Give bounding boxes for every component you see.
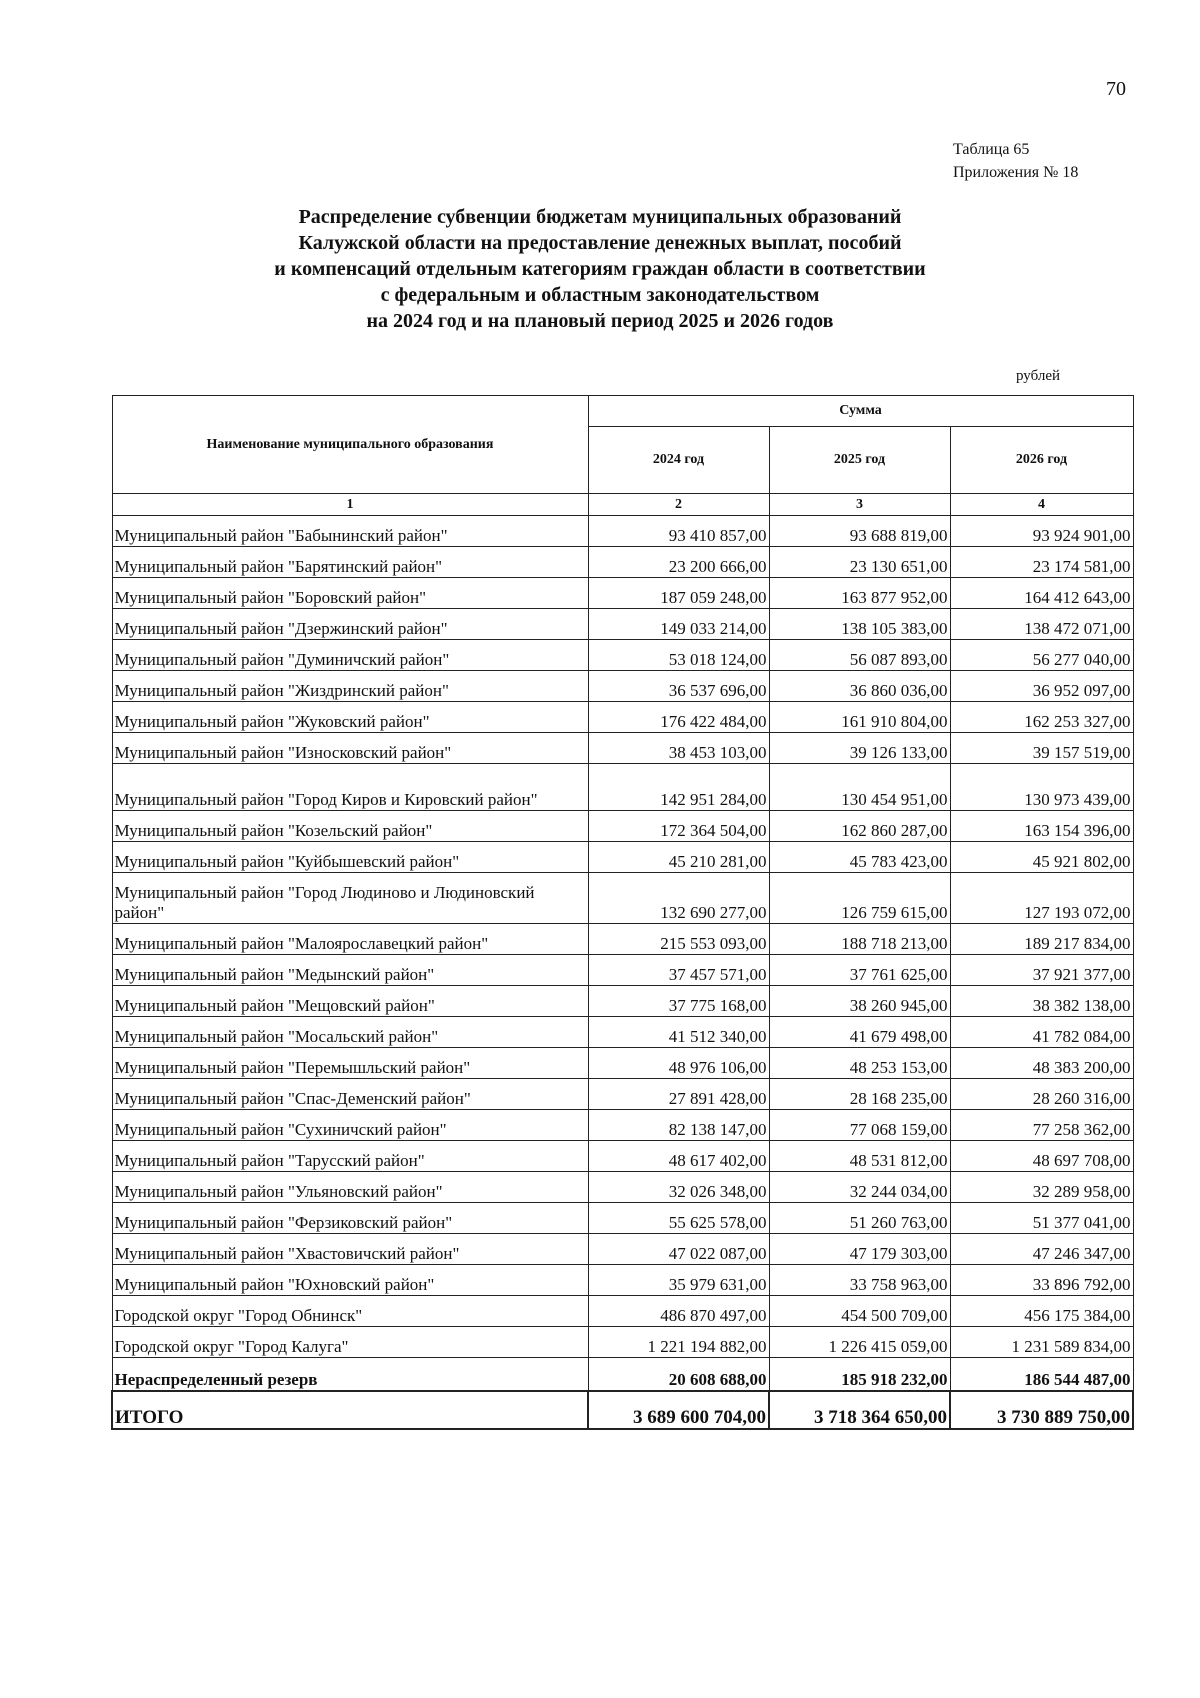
value-2026: 138 472 071,00 bbox=[950, 609, 1133, 640]
value-2025: 38 260 945,00 bbox=[769, 986, 950, 1017]
value-2024: 38 453 103,00 bbox=[588, 733, 769, 764]
reserve-row bbox=[112, 1358, 1133, 1392]
value-2026: 162 253 327,00 bbox=[950, 702, 1133, 733]
value-2025: 188 718 213,00 bbox=[769, 924, 950, 955]
reserve-name: Нераспределенный резерв bbox=[112, 1358, 588, 1392]
table-row bbox=[112, 1296, 1133, 1327]
subsidy-distribution-table bbox=[111, 395, 1134, 1430]
table-row bbox=[112, 842, 1133, 873]
table-row bbox=[112, 547, 1133, 578]
reserve-value-2024: 20 608 688,00 bbox=[588, 1358, 769, 1392]
value-2026: 163 154 396,00 bbox=[950, 811, 1133, 842]
value-2026: 189 217 834,00 bbox=[950, 924, 1133, 955]
value-2026: 51 377 041,00 bbox=[950, 1203, 1133, 1234]
value-2026: 48 383 200,00 bbox=[950, 1048, 1133, 1079]
value-2025: 163 877 952,00 bbox=[769, 578, 950, 609]
reserve-value-2026: 186 544 487,00 bbox=[950, 1358, 1133, 1392]
table-row bbox=[112, 764, 1133, 811]
value-2024: 27 891 428,00 bbox=[588, 1079, 769, 1110]
municipality-name: Муниципальный район "Боровский район" bbox=[112, 578, 588, 609]
value-2024: 486 870 497,00 bbox=[588, 1296, 769, 1327]
value-2025: 37 761 625,00 bbox=[769, 955, 950, 986]
value-2026: 45 921 802,00 bbox=[950, 842, 1133, 873]
municipality-name: Муниципальный район "Козельский район" bbox=[112, 811, 588, 842]
municipality-name: Муниципальный район "Износковский район" bbox=[112, 733, 588, 764]
value-2024: 37 457 571,00 bbox=[588, 955, 769, 986]
table-row bbox=[112, 1079, 1133, 1110]
value-2026: 28 260 316,00 bbox=[950, 1079, 1133, 1110]
value-2026: 1 231 589 834,00 bbox=[950, 1327, 1133, 1358]
value-2024: 35 979 631,00 bbox=[588, 1265, 769, 1296]
value-2026: 36 952 097,00 bbox=[950, 671, 1133, 702]
value-2024: 149 033 214,00 bbox=[588, 609, 769, 640]
value-2024: 53 018 124,00 bbox=[588, 640, 769, 671]
value-2025: 47 179 303,00 bbox=[769, 1234, 950, 1265]
value-2024: 93 410 857,00 bbox=[588, 516, 769, 547]
value-2025: 23 130 651,00 bbox=[769, 547, 950, 578]
total-value-2026: 3 730 889 750,00 bbox=[950, 1391, 1133, 1429]
municipality-name: Муниципальный район "Хвастовичский район" bbox=[112, 1234, 588, 1265]
value-2024: 55 625 578,00 bbox=[588, 1203, 769, 1234]
value-2024: 1 221 194 882,00 bbox=[588, 1327, 769, 1358]
value-2026: 127 193 072,00 bbox=[950, 873, 1133, 924]
table-row bbox=[112, 1265, 1133, 1296]
value-2025: 126 759 615,00 bbox=[769, 873, 950, 924]
value-2026: 130 973 439,00 bbox=[950, 764, 1133, 811]
title-line: Распределение субвенции бюджетам муниципальных образований bbox=[298, 206, 902, 228]
reserve-value-2025: 185 918 232,00 bbox=[769, 1358, 950, 1392]
value-2026: 32 289 958,00 bbox=[950, 1172, 1133, 1203]
municipality-name: Муниципальный район "Бабынинский район" bbox=[112, 516, 588, 547]
value-2025: 48 253 153,00 bbox=[769, 1048, 950, 1079]
table-row bbox=[112, 986, 1133, 1017]
page-number: 70 bbox=[1106, 78, 1126, 100]
value-2025: 161 910 804,00 bbox=[769, 702, 950, 733]
title-line: с федеральным и областным законодательством bbox=[380, 284, 820, 306]
municipality-name: Муниципальный район "Перемышльский район" bbox=[112, 1048, 588, 1079]
municipality-name: Муниципальный район "Жиздринский район" bbox=[112, 671, 588, 702]
table-row bbox=[112, 955, 1133, 986]
table-row bbox=[112, 516, 1133, 547]
table-row bbox=[112, 1110, 1133, 1141]
municipality-name: Городской округ "Город Обнинск" bbox=[112, 1296, 588, 1327]
value-2025: 1 226 415 059,00 bbox=[769, 1327, 950, 1358]
value-2026: 23 174 581,00 bbox=[950, 547, 1133, 578]
value-2025: 28 168 235,00 bbox=[769, 1079, 950, 1110]
table-reference bbox=[953, 138, 1078, 184]
value-2024: 82 138 147,00 bbox=[588, 1110, 769, 1141]
table-row bbox=[112, 924, 1133, 955]
table-row bbox=[112, 609, 1133, 640]
value-2026: 56 277 040,00 bbox=[950, 640, 1133, 671]
value-2026: 456 175 384,00 bbox=[950, 1296, 1133, 1327]
value-2025: 93 688 819,00 bbox=[769, 516, 950, 547]
value-2024: 48 976 106,00 bbox=[588, 1048, 769, 1079]
table-body bbox=[112, 516, 1133, 1358]
value-2025: 51 260 763,00 bbox=[769, 1203, 950, 1234]
column-number: 2 bbox=[588, 494, 769, 516]
value-2024: 172 364 504,00 bbox=[588, 811, 769, 842]
header-year-2024: 2024 год bbox=[588, 427, 769, 494]
municipality-name: Муниципальный район "Спас-Деменский район" bbox=[112, 1079, 588, 1110]
value-2026: 93 924 901,00 bbox=[950, 516, 1133, 547]
value-2024: 47 022 087,00 bbox=[588, 1234, 769, 1265]
value-2024: 23 200 666,00 bbox=[588, 547, 769, 578]
total-value-2025: 3 718 364 650,00 bbox=[769, 1391, 950, 1429]
title-line: на 2024 год и на плановый период 2025 и 2026 годов bbox=[366, 310, 834, 332]
value-2024: 37 775 168,00 bbox=[588, 986, 769, 1017]
column-number: 1 bbox=[112, 494, 588, 516]
header-sum-group: Сумма bbox=[588, 396, 1133, 427]
total-name: ИТОГО bbox=[112, 1391, 588, 1429]
municipality-name: Муниципальный район "Куйбышевский район" bbox=[112, 842, 588, 873]
value-2025: 32 244 034,00 bbox=[769, 1172, 950, 1203]
header-municipality-name: Наименование муниципального образования bbox=[112, 396, 588, 494]
table-number: Таблица 65 bbox=[953, 141, 1030, 158]
value-2026: 47 246 347,00 bbox=[950, 1234, 1133, 1265]
municipality-name: Муниципальный район "Город Киров и Кировский район" bbox=[112, 764, 588, 811]
value-2026: 37 921 377,00 bbox=[950, 955, 1133, 986]
value-2025: 33 758 963,00 bbox=[769, 1265, 950, 1296]
column-number: 4 bbox=[950, 494, 1133, 516]
value-2025: 162 860 287,00 bbox=[769, 811, 950, 842]
value-2025: 39 126 133,00 bbox=[769, 733, 950, 764]
value-2024: 48 617 402,00 bbox=[588, 1141, 769, 1172]
value-2026: 38 382 138,00 bbox=[950, 986, 1133, 1017]
value-2024: 45 210 281,00 bbox=[588, 842, 769, 873]
value-2025: 41 679 498,00 bbox=[769, 1017, 950, 1048]
value-2024: 36 537 696,00 bbox=[588, 671, 769, 702]
value-2026: 39 157 519,00 bbox=[950, 733, 1133, 764]
value-2026: 41 782 084,00 bbox=[950, 1017, 1133, 1048]
value-2024: 41 512 340,00 bbox=[588, 1017, 769, 1048]
table-row bbox=[112, 671, 1133, 702]
value-2024: 176 422 484,00 bbox=[588, 702, 769, 733]
municipality-name: Муниципальный район "Сухиничский район" bbox=[112, 1110, 588, 1141]
value-2024: 132 690 277,00 bbox=[588, 873, 769, 924]
table-row bbox=[112, 1017, 1133, 1048]
municipality-name: Муниципальный район "Медынский район" bbox=[112, 955, 588, 986]
table-row bbox=[112, 640, 1133, 671]
table-row bbox=[112, 1048, 1133, 1079]
value-2025: 138 105 383,00 bbox=[769, 609, 950, 640]
table-row bbox=[112, 1141, 1133, 1172]
value-2026: 77 258 362,00 bbox=[950, 1110, 1133, 1141]
municipality-name: Городской округ "Город Калуга" bbox=[112, 1327, 588, 1358]
table-row bbox=[112, 733, 1133, 764]
total-value-2024: 3 689 600 704,00 bbox=[588, 1391, 769, 1429]
municipality-name: Муниципальный район "Барятинский район" bbox=[112, 547, 588, 578]
municipality-name: Муниципальный район "Дзержинский район" bbox=[112, 609, 588, 640]
value-2025: 454 500 709,00 bbox=[769, 1296, 950, 1327]
value-2024: 32 026 348,00 bbox=[588, 1172, 769, 1203]
table-row bbox=[112, 873, 1133, 924]
value-2025: 48 531 812,00 bbox=[769, 1141, 950, 1172]
municipality-name: Муниципальный район "Малоярославецкий район" bbox=[112, 924, 588, 955]
appendix-number: Приложения № 18 bbox=[953, 164, 1079, 181]
municipality-name: Муниципальный район "Мосальский район" bbox=[112, 1017, 588, 1048]
header-year-2025: 2025 год bbox=[769, 427, 950, 494]
value-2025: 45 783 423,00 bbox=[769, 842, 950, 873]
document-title bbox=[200, 204, 1000, 334]
total-row bbox=[112, 1391, 1133, 1429]
table-row bbox=[112, 578, 1133, 609]
municipality-name: Муниципальный район "Тарусский район" bbox=[112, 1141, 588, 1172]
table-row bbox=[112, 1172, 1133, 1203]
value-2024: 215 553 093,00 bbox=[588, 924, 769, 955]
municipality-name: Муниципальный район "Думиничский район" bbox=[112, 640, 588, 671]
table-row bbox=[112, 1234, 1133, 1265]
value-2024: 142 951 284,00 bbox=[588, 764, 769, 811]
title-line: и компенсаций отдельным категориям граждан области в соответствии bbox=[274, 258, 926, 280]
units-label: рублей bbox=[1016, 368, 1061, 384]
header-year-2026: 2026 год bbox=[950, 427, 1133, 494]
value-2025: 77 068 159,00 bbox=[769, 1110, 950, 1141]
value-2026: 164 412 643,00 bbox=[950, 578, 1133, 609]
value-2025: 56 087 893,00 bbox=[769, 640, 950, 671]
value-2026: 48 697 708,00 bbox=[950, 1141, 1133, 1172]
table-row bbox=[112, 811, 1133, 842]
municipality-name: Муниципальный район "Мещовский район" bbox=[112, 986, 588, 1017]
title-line: Калужской области на предоставление денежных выплат, пособий bbox=[298, 232, 902, 254]
municipality-name: Муниципальный район "Город Людиново и Людиновский район" bbox=[112, 873, 588, 924]
municipality-name: Муниципальный район "Юхновский район" bbox=[112, 1265, 588, 1296]
municipality-name: Муниципальный район "Жуковский район" bbox=[112, 702, 588, 733]
value-2025: 130 454 951,00 bbox=[769, 764, 950, 811]
table-row bbox=[112, 702, 1133, 733]
value-2026: 33 896 792,00 bbox=[950, 1265, 1133, 1296]
column-number: 3 bbox=[769, 494, 950, 516]
table-row bbox=[112, 1203, 1133, 1234]
table-row bbox=[112, 1327, 1133, 1358]
value-2025: 36 860 036,00 bbox=[769, 671, 950, 702]
municipality-name: Муниципальный район "Ферзиковский район" bbox=[112, 1203, 588, 1234]
value-2024: 187 059 248,00 bbox=[588, 578, 769, 609]
municipality-name: Муниципальный район "Ульяновский район" bbox=[112, 1172, 588, 1203]
